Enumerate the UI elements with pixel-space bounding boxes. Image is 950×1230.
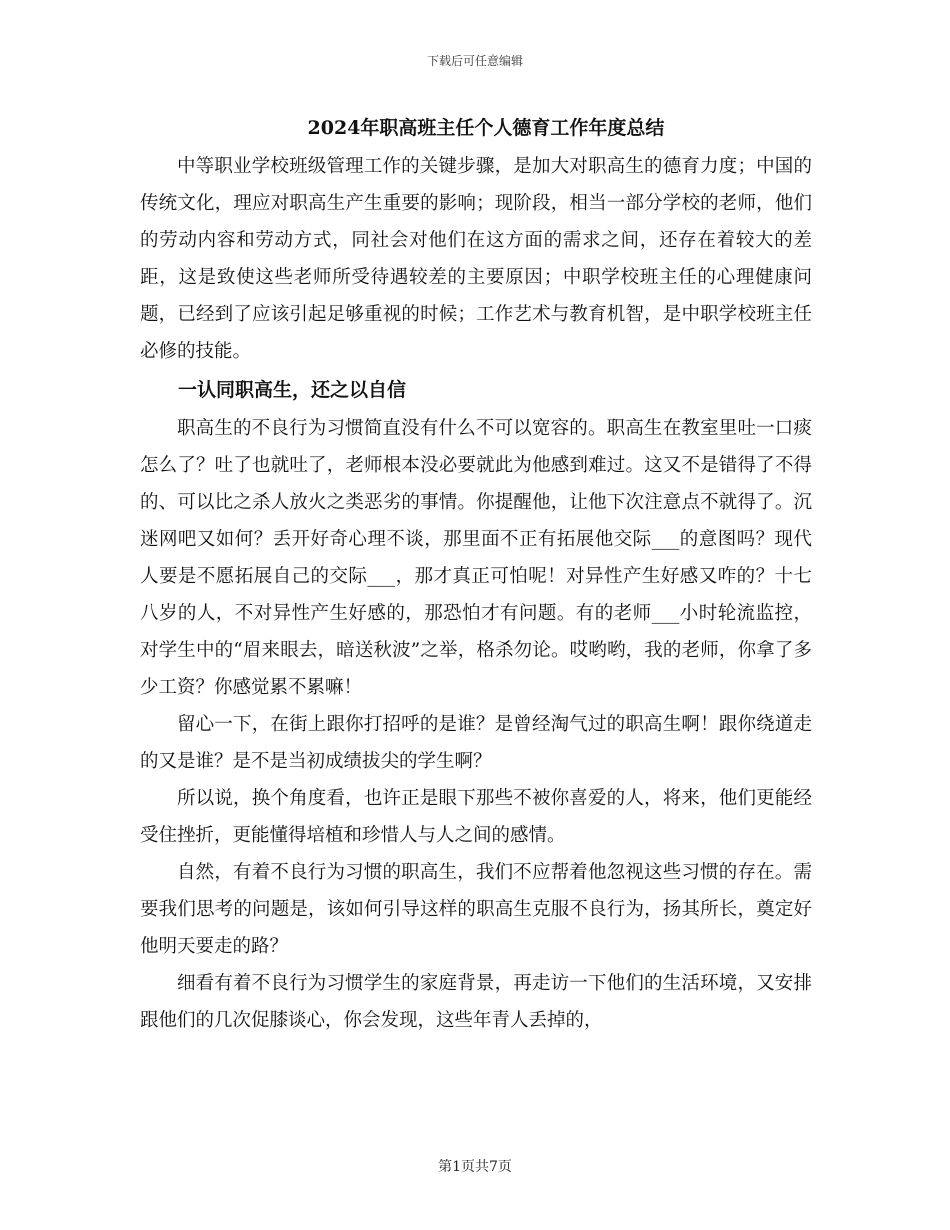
page-header-note: 下载后可任意编辑 — [426, 54, 523, 68]
page-footer-indicator: 第1页共7页 — [438, 1159, 512, 1175]
document-title: 2024年职高班主任个人德育工作年度总结 — [307, 117, 665, 139]
body-paragraph: 细看有着不良行为习惯学生的家庭背景，再走访一下他们的生活环境，又安排跟他们的几次促膝谈心，你会发现，这些年青人丢掉的， — [140, 973, 812, 1031]
section-heading: 一认同职高生，还之以自信 — [178, 379, 407, 401]
intro-paragraph: 中等职业学校班级管理工作的关键步骤，是加大对职高生的德育力度；中国的传统文化，理应对职高生产生重要的影响；现阶段，相当一部分学校的老师，他们的劳动内容和劳动方式，同社会对他们在这方面的需求之间，还存在着较大的差距，这是致使这些老师所受待遇较差的主要原因；中职学校班主任的心理健康问题，已经到了应该引起足够重视的时候；工作艺术与教育机智，是中职学校班主任必修的技能。 — [140, 156, 812, 362]
body-paragraph: 职高生的不良行为习惯简直没有什么不可以宽容的。职高生在教室里吐一口痰怎么了？吐了也就吐了，老师根本没必要就此为他感到难过。这又不是错得了不得的、可以比之杀人放火之类恶劣的事情。你提醒他，让他下次注意点不就得了。沉迷网吧又如何？丢开好奇心理不谈，那里面不正有拓展他交际___的意图吗？现代人要是不愿拓展自己的交际___，那才真正可怕呢！对异性产生好感又咋的？十七八岁的人，不对异性产生好感的，那恐怕才有问题。有的老师___小时轮流监控，对学生中的“眉来眼去，暗送秋波”之举，格杀勿论。哎哟哟，我的老师，你拿了多少工资？你感觉累不累嘛！ — [140, 418, 812, 698]
body-paragraph: 所以说，换个角度看，也许正是眼下那些不被你喜爱的人，将来，他们更能经受住挫折，更能懂得培植和珍惜人与人之间的感情。 — [140, 788, 812, 846]
document-body — [140, 112, 812, 1039]
body-paragraph: 留心一下，在街上跟你打招呼的是谁？是曾经淘气过的职高生啊！跟你绕道走的又是谁？是不是当初成绩拔尖的学生啊？ — [140, 714, 812, 772]
body-paragraph: 自然，有着不良行为习惯的职高生，我们不应帮着他忽视这些习惯的存在。需要我们思考的问题是，该如何引导这样的职高生克服不良行为，扬其所长，奠定好他明天要走的路？ — [140, 862, 812, 957]
